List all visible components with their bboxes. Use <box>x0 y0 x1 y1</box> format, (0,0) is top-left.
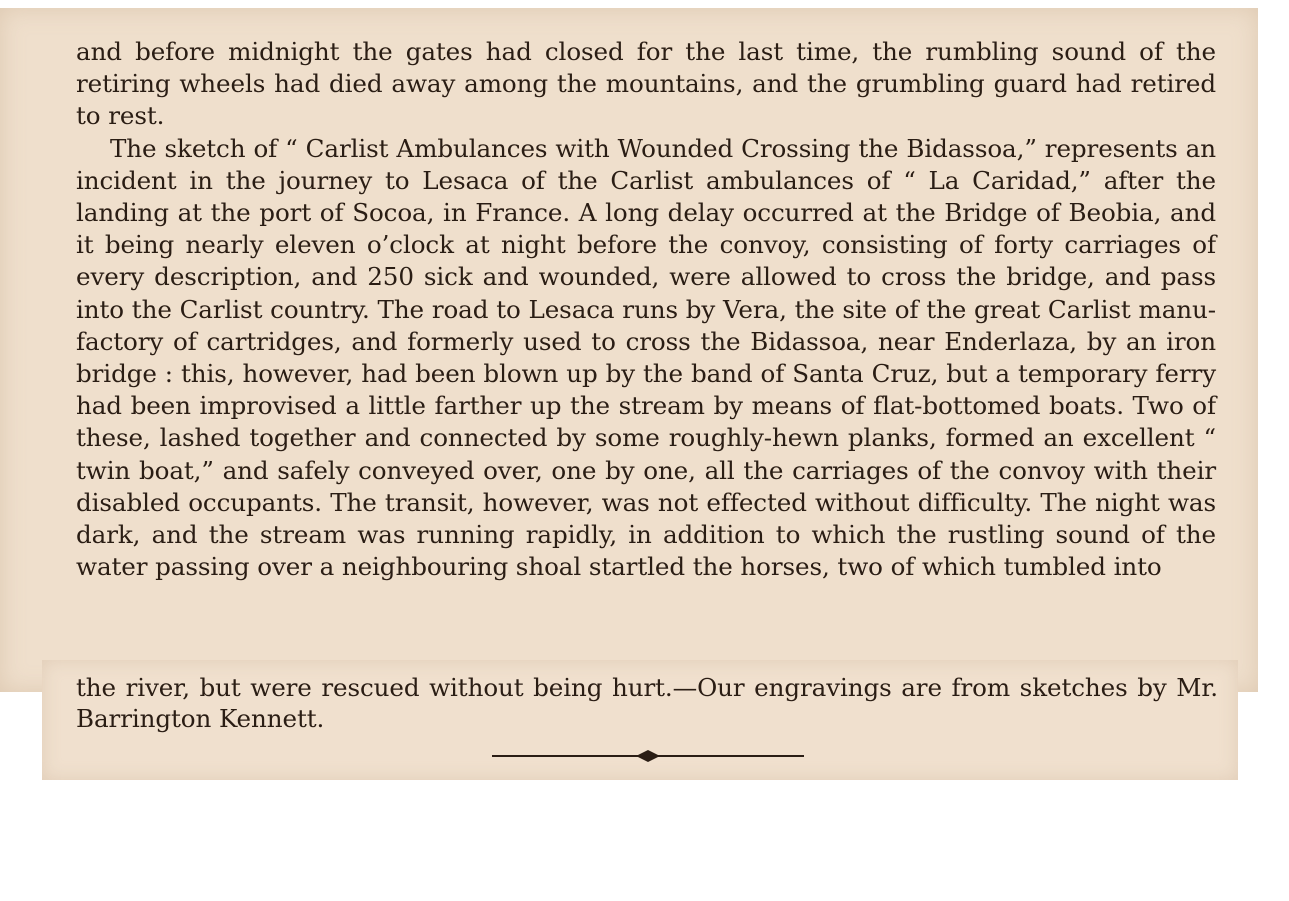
paragraph-tail: the river, but were rescued without being hurt.—Our engravings are from sketches by Mr. Barrington Kennett. <box>76 673 1218 733</box>
section-divider-ornament <box>492 748 804 764</box>
paragraph-continuation: and before midnight the gates had closed for the last time, the rumbling sound of the retiring wheels had died away among the mountains, and the grumbling guard had retired to rest. <box>76 37 1216 131</box>
article-body <box>76 36 1216 583</box>
paragraph-carlist-ambulances: The sketch of “ Carlist Ambulances with Wounded Crossing the Bidassoa,” represents an incident in the journey to Lesaca of the Carlist ambulances of “ La Caridad,” after the landing at the port of Socoa, in France. A long delay occurred at the Bridge of Beobia, and it being nearly eleven o’clock at night before the convoy, consisting of forty carriages of every description, and 250 sick and wounded, were allowed to cross the bridge, and pass into the Carlist country. The road to Lesaca runs by Vera, the site of the great Carlist manu-factory of cartridges, and formerly used to cross the Bidassoa, near Enderlaza, by an iron bridge : this, however, had been blown up by the band of Santa Cruz, but a temporary ferry had been improvised a little farther up the stream by means of flat-bottomed boats. Two of these, lashed together and connected by some roughly-hewn planks, formed an excellent “ twin boat,” and safely conveyed over, one by one, all the carriages of the convoy with their disabled occupants. The transit, however, was not effected without difficulty. The night was dark, and the stream was running rapidly, in addition to which the rustling sound of the water passing over a neighbouring shoal startled the horses, two of which tumbled into <box>76 133 1216 582</box>
